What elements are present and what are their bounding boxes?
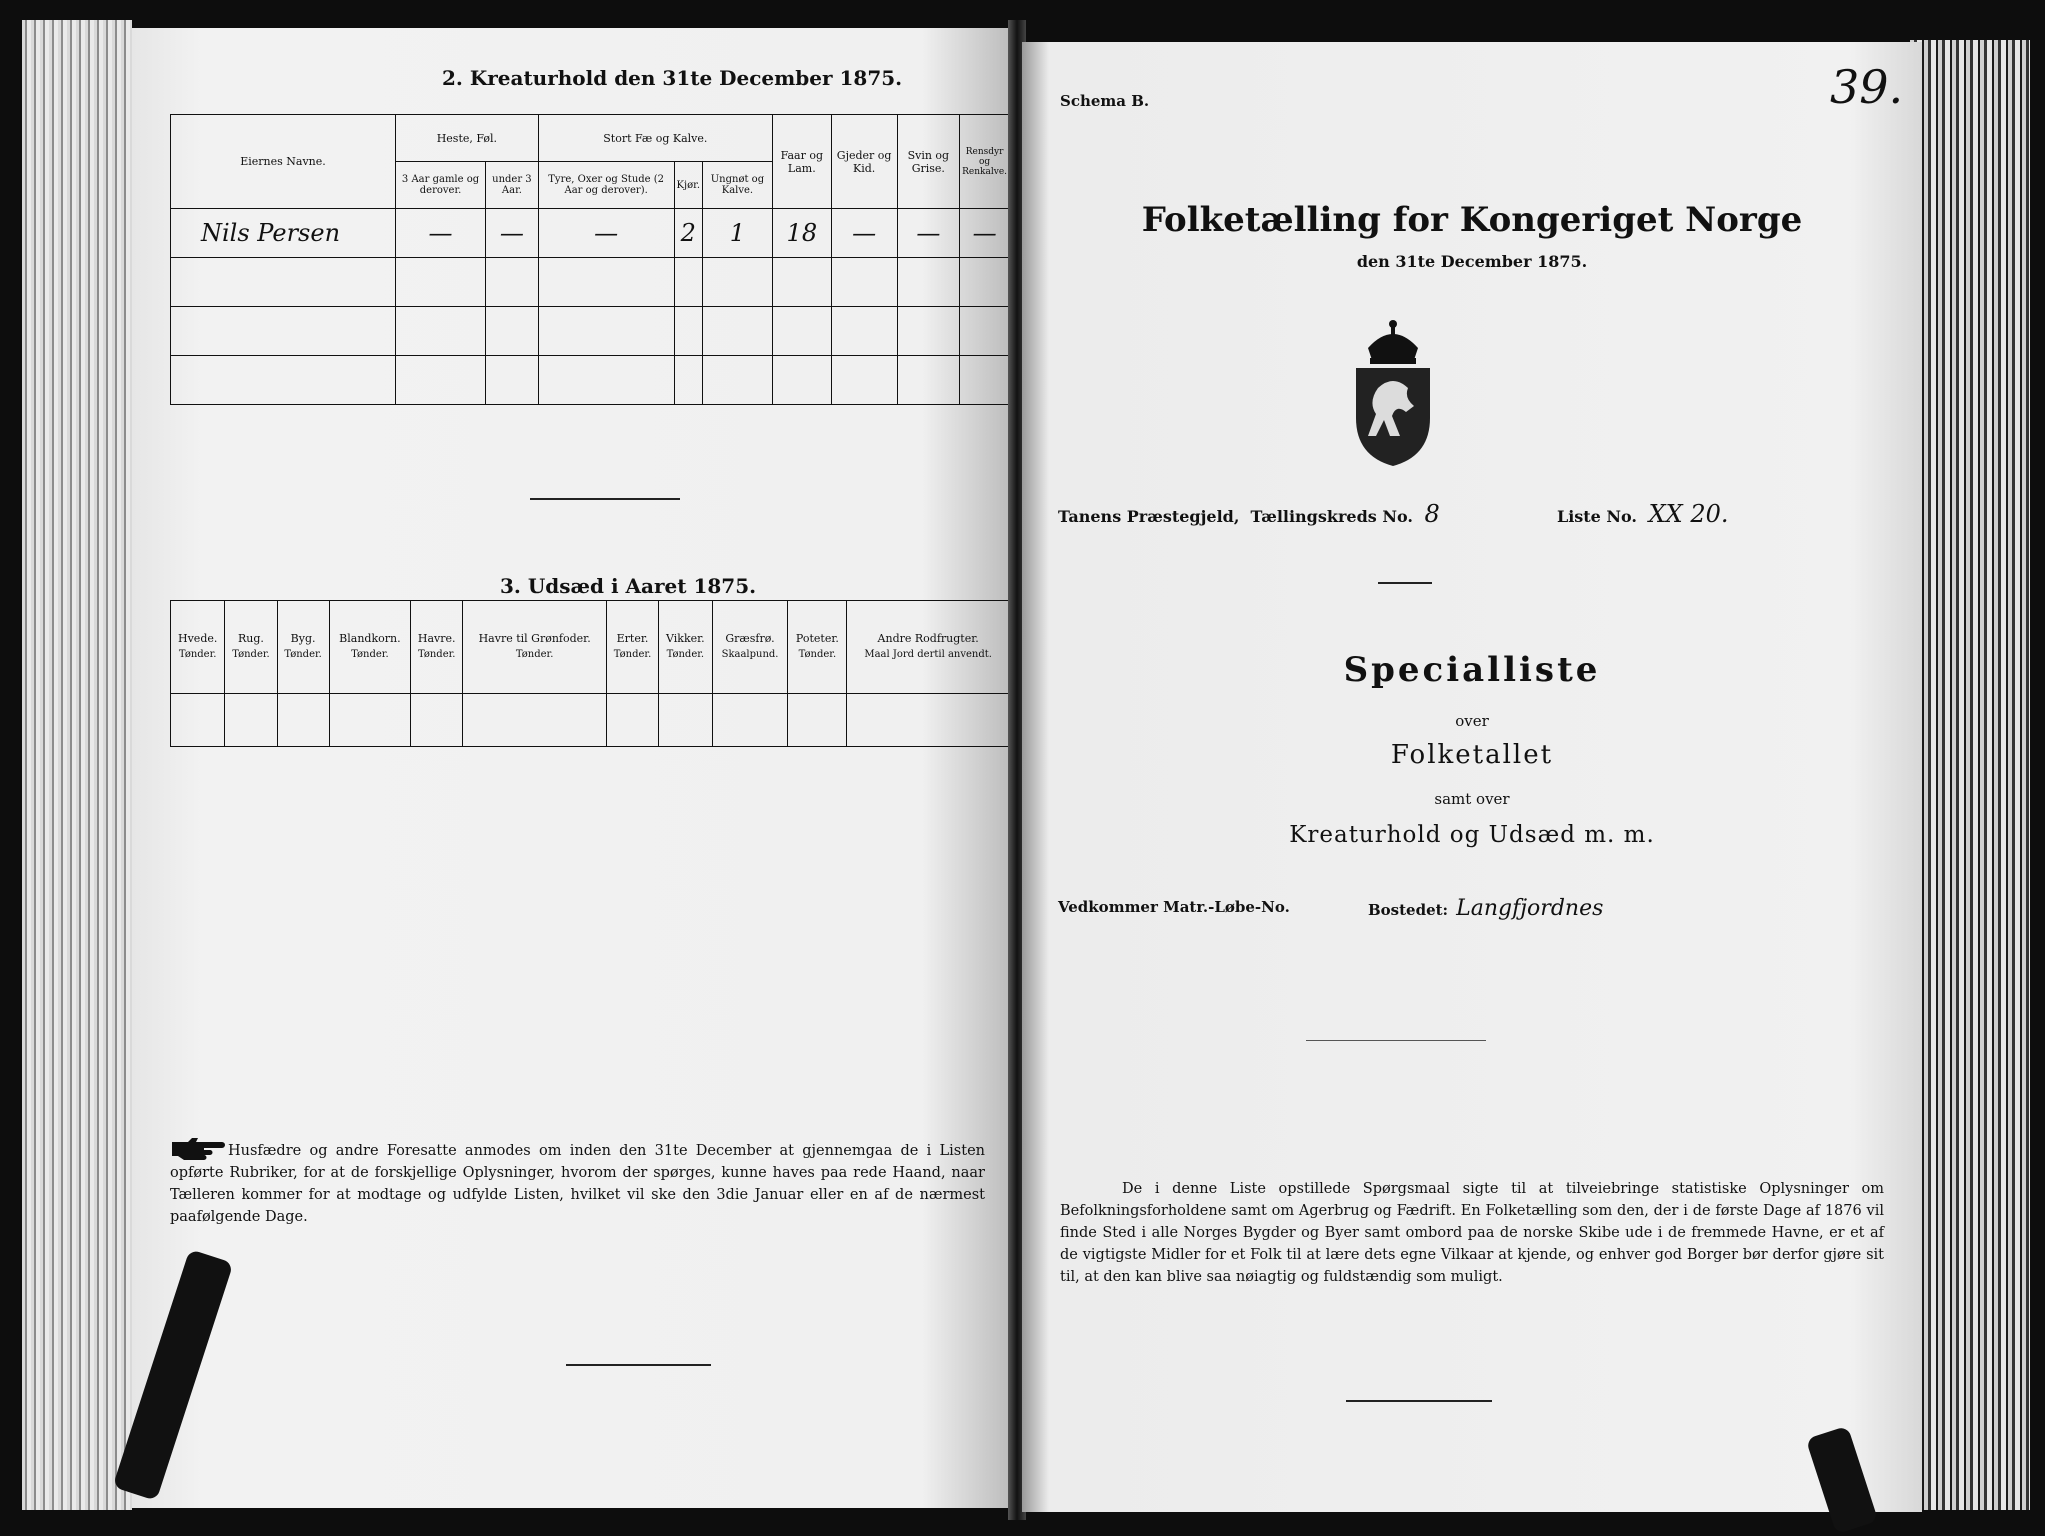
udsaed-cell bbox=[788, 694, 847, 747]
udsaed-col bbox=[606, 601, 658, 694]
divider bbox=[1378, 582, 1432, 584]
udsaed-cell bbox=[171, 694, 225, 747]
prestegjeld-label: Tanens Præstegjeld, bbox=[1058, 507, 1240, 526]
householder-note: Husfædre og andre Foresatte anmodes om inden den 31te December at gjennemgaa de i Listen opførte Rubriker, for at de forskjellige Oplysninger, hvorom der spørges, kunne haves paa rede Haand, naar Tælleren kommer for at modtage og udfylde Listen, hvilket vil ske den 3die Januar eller en af de nærmest paafølgende Dage. bbox=[170, 1143, 985, 1225]
col-faar: Faar og Lam. bbox=[772, 115, 831, 209]
left-page-edges bbox=[22, 20, 132, 1510]
udsaed-table bbox=[170, 600, 1010, 747]
udsaed-col-unit: Tønder. bbox=[613, 649, 652, 660]
liste-value: XX 20. bbox=[1648, 500, 1729, 528]
table-row bbox=[171, 258, 1010, 307]
page-number: 39. bbox=[1830, 60, 1904, 114]
cell-gjeder: — bbox=[831, 209, 897, 258]
table-row bbox=[171, 356, 1010, 405]
udsaed-col-label: Græsfrø. bbox=[725, 632, 775, 645]
col-heste: Heste, Føl. bbox=[396, 115, 539, 162]
col-svin: Svin og Grise. bbox=[897, 115, 960, 209]
udsaed-col-label: Byg. bbox=[290, 632, 316, 645]
table-row bbox=[171, 307, 1010, 356]
udsaed-col-unit: Tønder. bbox=[666, 649, 705, 660]
udsaed-col-unit: Tønder. bbox=[351, 649, 389, 660]
divider bbox=[530, 498, 680, 500]
udsaed-cell bbox=[463, 694, 607, 747]
col-ungnot: Ungnøt og Kalve. bbox=[703, 162, 773, 209]
udsaed-cell bbox=[712, 694, 788, 747]
udsaed-col-label: Hvede. bbox=[178, 632, 218, 645]
cell-faar: 18 bbox=[772, 209, 831, 258]
col-heste-under: under 3 Aar. bbox=[486, 162, 539, 209]
udsaed-col-label: Erter. bbox=[616, 632, 649, 645]
cell-svin: — bbox=[897, 209, 960, 258]
udsaed-cell bbox=[659, 694, 713, 747]
udsaed-cell bbox=[225, 694, 277, 747]
udsaed-col-label: Blandkorn. bbox=[339, 632, 401, 645]
col-gjeder: Gjeder og Kid. bbox=[831, 115, 897, 209]
udsaed-cell bbox=[606, 694, 658, 747]
cell-stort-a: — bbox=[538, 209, 674, 258]
table-row bbox=[171, 209, 1010, 258]
udsaed-col-label: Havre til Grønfoder. bbox=[478, 632, 591, 645]
table-row bbox=[171, 694, 1010, 747]
udsaed-cell bbox=[847, 694, 1010, 747]
udsaed-cell bbox=[329, 694, 410, 747]
udsaed-col-label: Havre. bbox=[417, 632, 456, 645]
section-kreaturhold-title: 2. Kreaturhold den 31te December 1875. bbox=[442, 66, 903, 90]
over-label: over bbox=[1455, 712, 1489, 730]
specialliste-title: Specialliste bbox=[1343, 650, 1601, 690]
census-explanation: De i denne Liste opstillede Spørgsmaal sigte til at tilveiebringe statistiske Oplysninger om Befolkningsforholdene samt om Agerbrug og Fædrift. En Folketælling som den, der i de første Dage af 1876 vil finde Sted i alle Norges Bygder og Byer samt ombord paa de norske Skibe ude i de fremmede Havne, er et af de vigtigste Midler for et Folk til at lære dets egne Vilkaar at kjende, og enhver god Borger bør derfor gjøre sit til, at den kan blive saa nøiagtig og fuldstændig som muligt. bbox=[1060, 1181, 1884, 1285]
schema-label: Schema B. bbox=[1060, 92, 1150, 110]
folketallet-title: Folketallet bbox=[1390, 740, 1554, 770]
norway-coat-of-arms-icon bbox=[1338, 318, 1448, 468]
udsaed-col bbox=[171, 601, 225, 694]
district-line bbox=[1058, 500, 1735, 528]
col-heste-3aar: 3 Aar gamle og derover. bbox=[396, 162, 486, 209]
udsaed-col bbox=[712, 601, 788, 694]
census-date: den 31te December 1875. bbox=[1356, 252, 1588, 271]
divider bbox=[1306, 1040, 1486, 1041]
udsaed-col-label: Vikker. bbox=[666, 632, 705, 645]
liste-label: Liste No. bbox=[1556, 507, 1637, 526]
kreds-value: 8 bbox=[1424, 500, 1440, 528]
udsaed-col-unit: Tønder. bbox=[798, 649, 837, 660]
udsaed-cell bbox=[411, 694, 463, 747]
udsaed-col bbox=[329, 601, 410, 694]
kreds-label: Tællingskreds No. bbox=[1250, 507, 1413, 526]
col-tyre: Tyre, Oxer og Stude (2 Aar og derover). bbox=[538, 162, 674, 209]
udsaed-col-label: Rug. bbox=[238, 632, 264, 645]
udsaed-col-label: Poteter. bbox=[795, 632, 839, 645]
bosted-label: Bostedet: bbox=[1368, 901, 1449, 919]
udsaed-col bbox=[277, 601, 329, 694]
kreaturhold-subtitle: Kreaturhold og Udsæd m. m. bbox=[1289, 822, 1655, 848]
col-owner: Eiernes Navne. bbox=[171, 115, 396, 209]
udsaed-col bbox=[225, 601, 277, 694]
udsaed-col bbox=[659, 601, 713, 694]
udsaed-col-unit: Maal Jord dertil anvendt. bbox=[864, 649, 992, 660]
section-udsaed-title: 3. Udsæd i Aaret 1875. bbox=[500, 574, 757, 598]
kreaturhold-table bbox=[170, 114, 1010, 405]
divider bbox=[566, 1364, 711, 1366]
udsaed-col bbox=[847, 601, 1010, 694]
udsaed-col bbox=[411, 601, 463, 694]
owner-name: Nils Persen bbox=[171, 209, 396, 258]
udsaed-cell bbox=[277, 694, 329, 747]
bosted-value: Langfjordnes bbox=[1456, 896, 1604, 921]
cell-heste-b: — bbox=[486, 209, 539, 258]
col-stort-fae: Stort Fæ og Kalve. bbox=[538, 115, 772, 162]
census-title: Folketælling for Kongeriget Norge bbox=[1141, 200, 1803, 240]
col-rensdyr: Rensdyr og Renkalve. bbox=[960, 115, 1010, 209]
cell-kjor: 2 bbox=[674, 209, 702, 258]
cell-rensdyr: — bbox=[960, 209, 1010, 258]
right-page-edges bbox=[1910, 40, 2030, 1510]
udsaed-col-unit: Tønder. bbox=[417, 649, 456, 660]
cell-ungnot: 1 bbox=[703, 209, 773, 258]
udsaed-col-unit: Tønder. bbox=[515, 649, 554, 660]
udsaed-col-unit: Tønder. bbox=[284, 649, 322, 660]
cell-heste-a: — bbox=[396, 209, 486, 258]
udsaed-col bbox=[463, 601, 607, 694]
col-kjor: Kjør. bbox=[674, 162, 702, 209]
udsaed-col-label: Andre Rodfrugter. bbox=[877, 632, 979, 645]
udsaed-col-unit: Tønder. bbox=[232, 649, 270, 660]
bosted-line bbox=[1368, 896, 1603, 921]
udsaed-col-unit: Skaalpund. bbox=[721, 649, 779, 660]
divider bbox=[1346, 1400, 1492, 1402]
samt-over-label: samt over bbox=[1434, 790, 1510, 808]
udsaed-col bbox=[788, 601, 847, 694]
udsaed-col-unit: Tønder. bbox=[178, 649, 217, 660]
matr-label: Vedkommer Matr.-Løbe-No. bbox=[1058, 898, 1290, 916]
